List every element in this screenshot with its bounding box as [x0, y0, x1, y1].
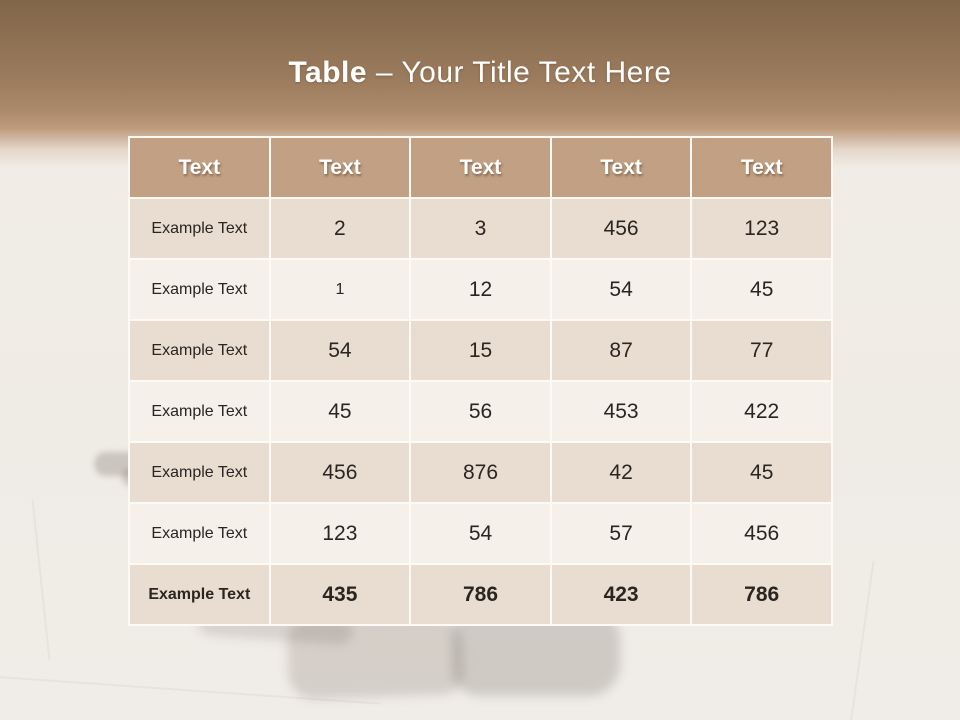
table-header-row	[130, 138, 831, 197]
slide-title	[0, 56, 960, 90]
value-cell: 54	[411, 504, 550, 563]
row-label-cell: Example Text	[130, 382, 269, 441]
value-cell: 45	[271, 382, 410, 441]
header-cell: Text	[130, 138, 269, 197]
row-label-cell: Example Text	[130, 565, 269, 624]
background-photo-shoe-icon	[287, 614, 465, 700]
value-cell: 77	[692, 321, 831, 380]
floor-seam-line	[32, 500, 51, 659]
value-cell: 422	[692, 382, 831, 441]
value-cell: 456	[692, 504, 831, 563]
value-cell: 56	[411, 382, 550, 441]
table-row	[130, 260, 831, 319]
row-label-cell: Example Text	[130, 321, 269, 380]
value-cell: 423	[552, 565, 691, 624]
row-label-cell: Example Text	[130, 199, 269, 258]
value-cell: 786	[411, 565, 550, 624]
value-cell: 87	[552, 321, 691, 380]
value-cell: 12	[411, 260, 550, 319]
value-cell: 2	[271, 199, 410, 258]
table-row	[130, 321, 831, 380]
value-cell: 123	[692, 199, 831, 258]
row-label-cell: Example Text	[130, 443, 269, 502]
title-subtitle: – Your Title Text Here	[367, 56, 672, 89]
data-table	[128, 136, 833, 626]
value-cell: 57	[552, 504, 691, 563]
value-cell: 786	[692, 565, 831, 624]
value-cell: 3	[411, 199, 550, 258]
title-keyword: Table	[288, 56, 368, 89]
value-cell: 15	[411, 321, 550, 380]
row-label-cell: Example Text	[130, 260, 269, 319]
value-cell: 45	[692, 443, 831, 502]
table-row	[130, 382, 831, 441]
table-row	[130, 443, 831, 502]
table-row	[130, 504, 831, 563]
value-cell: 1	[271, 260, 410, 319]
value-cell: 453	[552, 382, 691, 441]
header-cell: Text	[552, 138, 691, 197]
value-cell: 54	[271, 321, 410, 380]
value-cell: 876	[411, 443, 550, 502]
table-row-total	[130, 565, 831, 624]
value-cell: 456	[552, 199, 691, 258]
header-cell: Text	[271, 138, 410, 197]
value-cell: 456	[271, 443, 410, 502]
header-cell: Text	[411, 138, 550, 197]
floor-seam-line	[847, 561, 874, 720]
table-row	[130, 199, 831, 258]
row-label-cell: Example Text	[130, 504, 269, 563]
value-cell: 435	[271, 565, 410, 624]
value-cell: 123	[271, 504, 410, 563]
header-cell: Text	[692, 138, 831, 197]
value-cell: 45	[692, 260, 831, 319]
value-cell: 54	[552, 260, 691, 319]
value-cell: 42	[552, 443, 691, 502]
